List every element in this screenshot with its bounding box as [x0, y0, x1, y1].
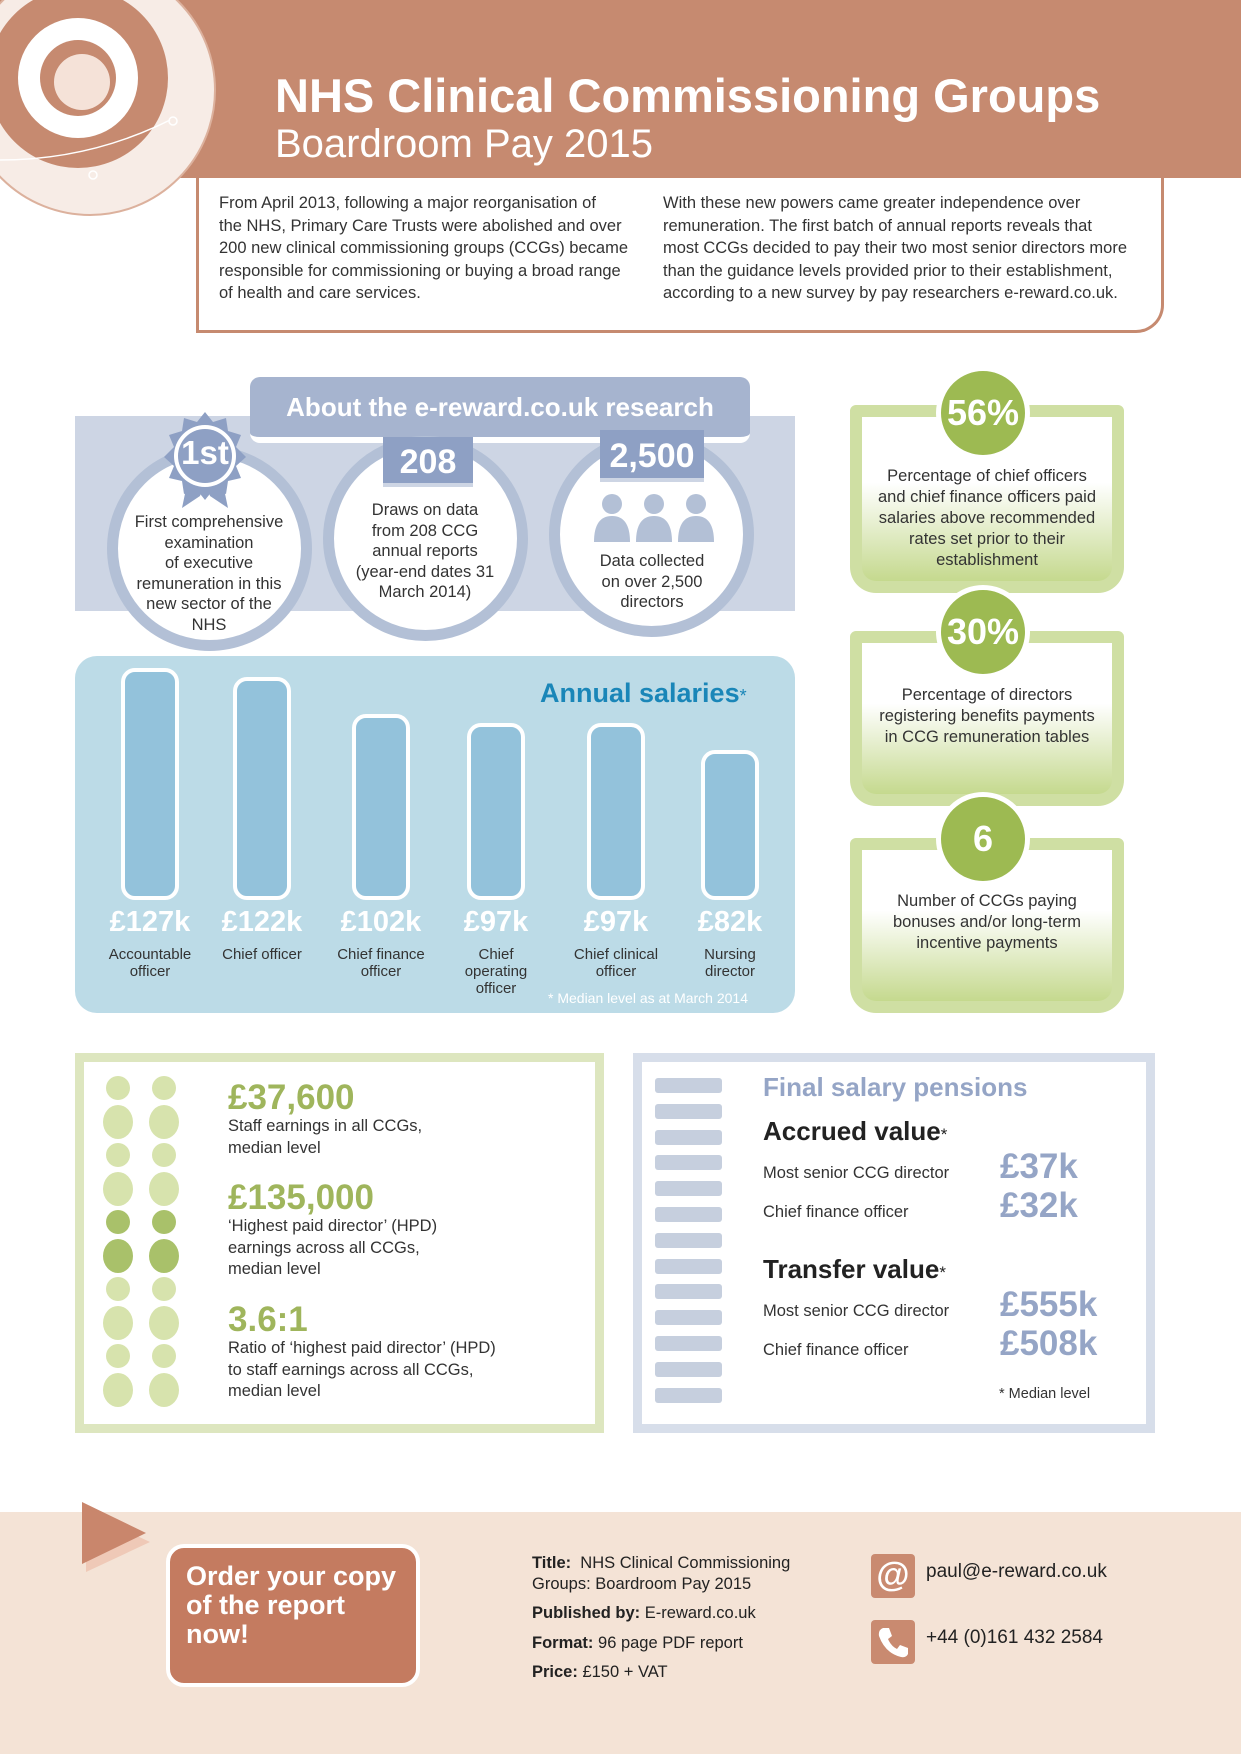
- person-icon-head: [106, 1210, 130, 1234]
- transfer-value-2: £508k: [1000, 1324, 1098, 1363]
- salary-category-label: Chief clinical officer: [573, 946, 659, 980]
- accrued-value-1: £37k: [1000, 1147, 1078, 1186]
- stat-value-1: 56%: [936, 366, 1030, 460]
- pension-stack-bar: [655, 1130, 722, 1145]
- person-icon-body: [146, 1303, 182, 1343]
- pension-stack-bar: [655, 1284, 722, 1299]
- person-icon-head: [152, 1143, 176, 1167]
- salary-value-label: £122k: [221, 906, 303, 938]
- pension-stack-bar: [655, 1155, 722, 1170]
- footer-published: Published by: E-reward.co.uk: [532, 1604, 756, 1622]
- person-icon-head: [106, 1143, 130, 1167]
- pension-stack-bar: [655, 1207, 722, 1222]
- stat-text-2: Percentage of directors registering benefits payments in CCG remuneration tables: [879, 686, 1095, 746]
- logo-graphic: [0, 0, 220, 220]
- about-text-2: Draws on data from 208 CCG annual reports (year-end dates 31 March 2014): [355, 501, 495, 601]
- person-icon-body: [100, 1370, 136, 1410]
- earn-label-3: Ratio of ‘highest paid director’ (HPD) to staff earnings across all CCGs, median level: [228, 1339, 496, 1400]
- person-icon-head: [106, 1277, 130, 1301]
- pension-stack-bar: [655, 1388, 722, 1403]
- pensions-title: Final salary pensions: [763, 1072, 1028, 1102]
- salary-value-label: £82k: [697, 906, 763, 938]
- earn-value-2: £135,000: [228, 1178, 374, 1217]
- salary-bar: [352, 714, 410, 900]
- accrued-label-2: Chief finance officer: [763, 1203, 909, 1221]
- footer-title-info: Title: NHS Clinical Commissioning Groups: Boardroom Pay 2015: [532, 1554, 791, 1593]
- page-subtitle: Boardroom Pay 2015: [275, 122, 654, 166]
- about-text-3: Data collected on over 2,500 directors: [599, 552, 705, 611]
- about-heading: About the e-reward.co.uk research: [250, 377, 750, 443]
- salaries-note: * Median level as at March 2014: [548, 990, 748, 1006]
- stat-text-1: Percentage of chief officers and chief finance officers paid salaries above recommended rates set prior to their establishment: [877, 467, 1096, 569]
- person-icon-body: [100, 1169, 136, 1209]
- pension-stack-bar: [655, 1233, 722, 1248]
- people-icon: [592, 492, 716, 544]
- salary-bar: [121, 668, 179, 900]
- phone-icon: [871, 1620, 915, 1664]
- salary-bar: [587, 723, 645, 900]
- badge-208: 208: [383, 437, 473, 487]
- pension-stack-bar: [655, 1181, 722, 1196]
- pensions-note: * Median level: [999, 1386, 1091, 1402]
- phone-number[interactable]: +44 (0)161 432 2584: [926, 1627, 1103, 1648]
- pension-stack-bar: [655, 1078, 722, 1093]
- earn-label-2: ‘Highest paid director’ (HPD) earnings across all CCGs, median level: [228, 1217, 438, 1278]
- footer-format: Format: 96 page PDF report: [532, 1634, 743, 1652]
- person-icon-head: [152, 1210, 176, 1234]
- pension-stack-bar: [655, 1104, 722, 1119]
- stat-value-2: 30%: [936, 585, 1030, 679]
- accrued-heading: Accrued value*: [763, 1116, 948, 1146]
- salary-value-label: £97k: [463, 906, 529, 938]
- intro-right: With these new powers came greater independence over remuneration. The first batch of annual reports reveals that most CCGs decided to pay their two most senior directors more than the guidance levels provided prior to their establishment, according to a new survey by pay researchers e-reward.co.uk.: [663, 194, 1128, 302]
- person-icon-head: [106, 1076, 130, 1100]
- footer-price: Price: £150 + VAT: [532, 1663, 668, 1681]
- intro-left: From April 2013, following a major reorganisation of the NHS, Primary Care Trusts were abolished and over 200 new clinical commissioning groups (CCGs) became responsible for commissioning or buying a broad range of health and care services.: [219, 194, 628, 302]
- person-icon-body: [146, 1169, 182, 1209]
- email-icon: @: [871, 1554, 915, 1598]
- person-icon-head: [106, 1344, 130, 1368]
- salary-category-label: Chief officer: [222, 946, 302, 963]
- person-icon-body: [100, 1102, 136, 1142]
- salary-category-label: Nursing director: [704, 946, 756, 980]
- about-text-1: First comprehensive examination of executive remuneration in this new sector of the NHS: [134, 513, 284, 634]
- order-report-button[interactable]: Order your copy of the report now!: [166, 1544, 420, 1687]
- transfer-label-2: Chief finance officer: [763, 1341, 909, 1359]
- person-icon-head: [152, 1277, 176, 1301]
- page-title: NHS Clinical Commissioning Groups: [275, 69, 1101, 122]
- salary-value-label: £102k: [340, 906, 422, 938]
- salary-bar: [467, 723, 525, 900]
- person-icon-body: [100, 1236, 136, 1276]
- salary-bar: [233, 677, 291, 900]
- salary-category-label: Accountable officer: [108, 946, 192, 980]
- salary-category-label: Chief finance officer: [337, 946, 425, 980]
- salary-bar: [701, 750, 759, 900]
- person-icon-body: [146, 1102, 182, 1142]
- accrued-value-2: £32k: [1000, 1186, 1078, 1225]
- pension-stack-bar: [655, 1310, 722, 1325]
- person-icon-head: [152, 1076, 176, 1100]
- person-icon-body: [146, 1236, 182, 1276]
- earn-value-1: £37,600: [228, 1078, 355, 1117]
- stat-text-3: Number of CCGs paying bonuses and/or long-term incentive payments: [892, 892, 1082, 952]
- salaries-title: Annual salaries*: [540, 678, 747, 708]
- salary-value-label: £127k: [109, 906, 191, 938]
- transfer-label-1: Most senior CCG director: [763, 1302, 950, 1320]
- badge-first: 1st: [181, 434, 229, 471]
- person-icon-body: [146, 1370, 182, 1410]
- salary-category-label: Chief operating officer: [464, 946, 528, 997]
- earn-label-1: Staff earnings in all CCGs, median level: [228, 1117, 423, 1157]
- pension-stack-bar: [655, 1336, 722, 1351]
- email-link[interactable]: paul@e-reward.co.uk: [926, 1561, 1107, 1582]
- transfer-heading: Transfer value*: [763, 1254, 946, 1284]
- transfer-value-1: £555k: [1000, 1285, 1098, 1324]
- salary-value-label: £97k: [583, 906, 649, 938]
- stat-value-3: 6: [936, 792, 1030, 886]
- person-icon-head: [152, 1344, 176, 1368]
- play-arrow-icon: [82, 1502, 152, 1574]
- accrued-label-1: Most senior CCG director: [763, 1164, 950, 1182]
- pension-stack-bar: [655, 1259, 722, 1274]
- badge-2500: 2,500: [600, 430, 704, 482]
- person-icon-body: [100, 1303, 136, 1343]
- earn-value-3: 3.6:1: [228, 1300, 308, 1339]
- pension-stack-bar: [655, 1362, 722, 1377]
